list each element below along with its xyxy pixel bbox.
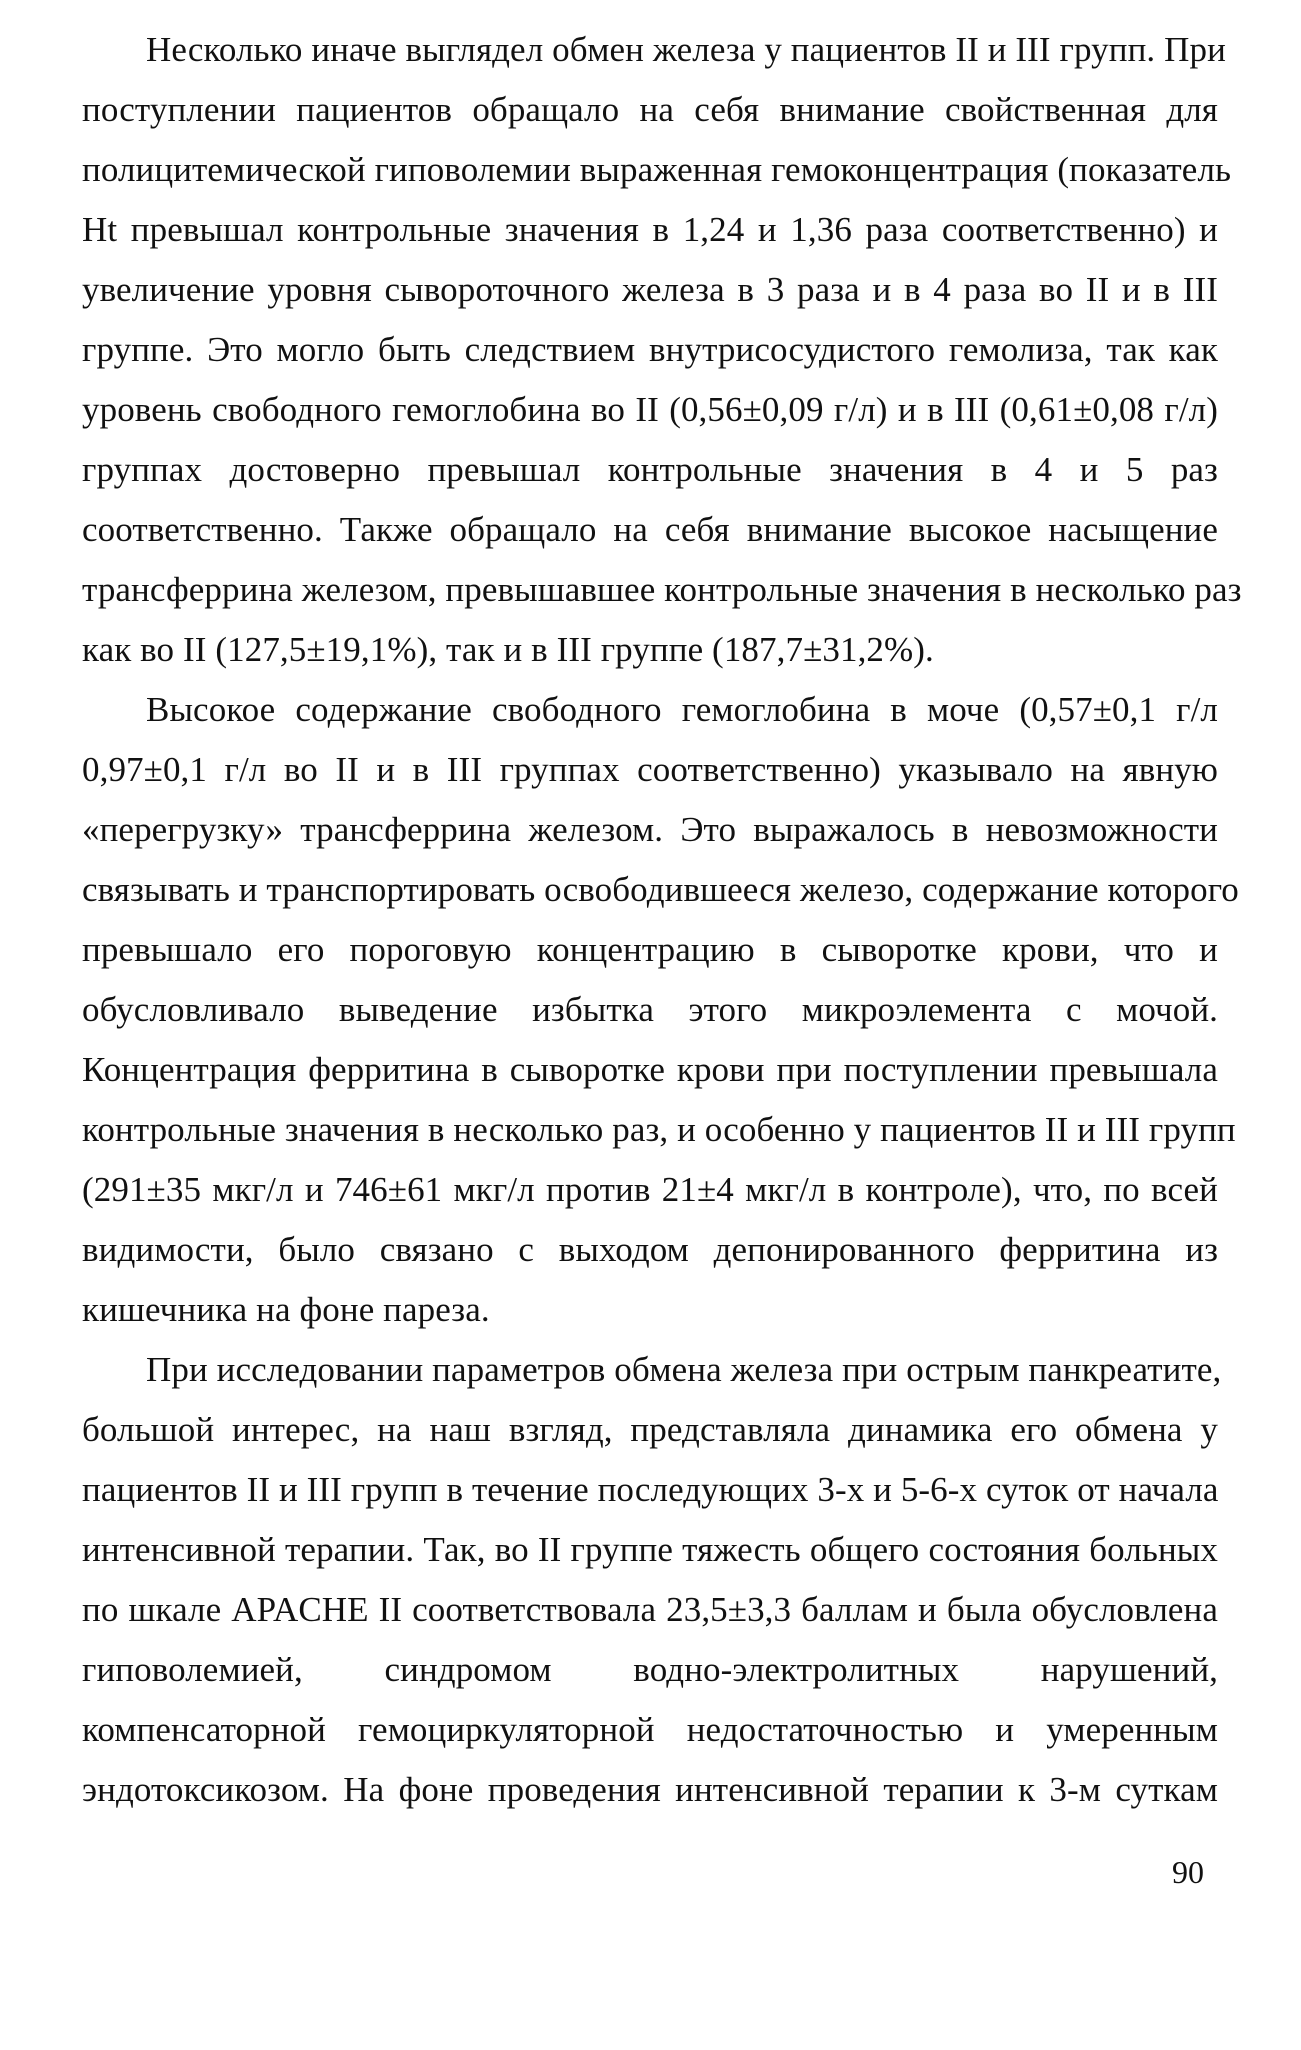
paragraph-3 [82, 1340, 1222, 1820]
text-line: Несколько иначе выглядел обмен железа у пациентов II и III групп. При [146, 30, 1226, 69]
body-text [82, 20, 1242, 1820]
text-line: гиповолемией, синдромом водно-электролитных нарушений, [82, 1650, 1218, 1689]
text-line: (291±35 мкг/л и 746±61 мкг/л против 21±4 мкг/л в контроле), что, по всей [82, 1170, 1218, 1209]
text-line: кишечника на фоне пареза. [82, 1290, 490, 1329]
text-line: контрольные значения в несколько раз, и особенно у пациентов II и III групп [82, 1110, 1236, 1149]
text-line: уровень свободного гемоглобина во II (0,56±0,09 г/л) и в III (0,61±0,08 г/л) [82, 390, 1218, 429]
text-line: превышало его пороговую концентрацию в сыворотке крови, что и [82, 930, 1218, 969]
text-line: При исследовании параметров обмена железа при острым панкреатите, [146, 1350, 1222, 1389]
text-line: трансферрина железом, превышавшее контрольные значения в несколько раз [82, 570, 1242, 609]
text-line: группе. Это могло быть следствием внутрисосудистого гемолиза, так как [82, 330, 1218, 369]
text-line: Высокое содержание свободного гемоглобина в моче (0,57±0,1 г/л [146, 690, 1218, 729]
text-line: Концентрация ферритина в сыворотке крови при поступлении превышала [82, 1050, 1218, 1089]
text-line: эндотоксикозом. На фоне проведения интенсивной терапии к 3-м суткам [82, 1770, 1218, 1809]
text-line: видимости, было связано с выходом депонированного ферритина из [82, 1230, 1218, 1269]
text-line: большой интерес, на наш взгляд, представляла динамика его обмена у [82, 1410, 1218, 1449]
page-number: 90 [1172, 1854, 1204, 1890]
text-line: группах достоверно превышал контрольные значения в 4 и 5 раз [82, 450, 1218, 489]
text-line: поступлении пациентов обращало на себя внимание свойственная для [82, 90, 1218, 129]
text-line: компенсаторной гемоциркуляторной недостаточностью и умеренным [82, 1710, 1218, 1749]
text-line: как во II (127,5±19,1%), так и в III группе (187,7±31,2%). [82, 630, 934, 669]
text-line: 0,97±0,1 г/л во II и в III группах соответственно) указывало на явную [82, 750, 1218, 789]
paragraph-2 [82, 680, 1239, 1340]
text-line: соответственно. Также обращало на себя внимание высокое насыщение [82, 510, 1218, 549]
text-line: полицитемической гиповолемии выраженная гемоконцентрация (показатель [82, 150, 1232, 189]
text-line: увеличение уровня сывороточного железа в 3 раза и в 4 раза во II и в III [82, 270, 1218, 309]
text-line: пациентов II и III групп в течение последующих 3-х и 5-6-х суток от начала [82, 1470, 1219, 1509]
text-line: интенсивной терапии. Так, во II группе тяжесть общего состояния больных [82, 1530, 1218, 1569]
paragraph-1 [82, 20, 1242, 680]
text-line: по шкале APACHE II соответствовала 23,5±3,3 баллам и была обусловлена [82, 1590, 1218, 1629]
text-line: «перегрузку» трансферрина железом. Это выражалось в невозможности [82, 810, 1218, 849]
text-line: Ht превышал контрольные значения в 1,24 и 1,36 раза соответственно) и [82, 210, 1218, 249]
text-line: обусловливало выведение избытка этого микроэлемента с мочой. [82, 990, 1218, 1029]
text-line: связывать и транспортировать освободившееся железо, содержание которого [82, 870, 1239, 909]
